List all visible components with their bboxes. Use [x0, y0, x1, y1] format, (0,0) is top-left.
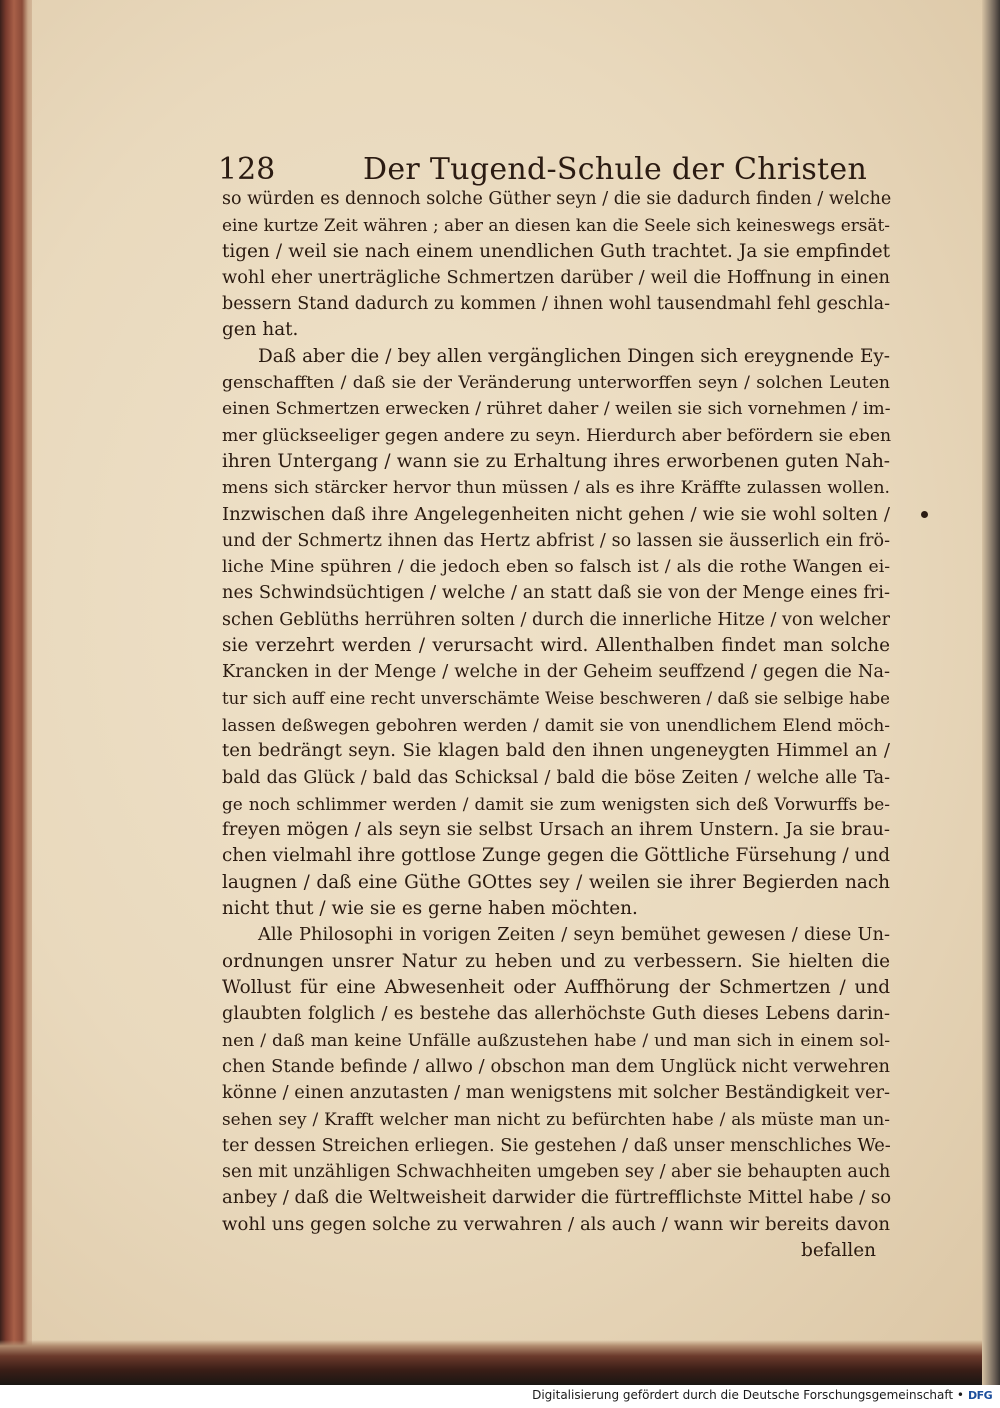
text-line: könne / einen anzutasten / man wenigstens mit solcher Beständigkeit ver- — [222, 1082, 890, 1104]
text-line: wohl eher unerträgliche Schmertzen darüber / weil die Hoffnung in einen — [222, 266, 890, 288]
running-title: Der Tugend-Schule der Christen — [363, 152, 868, 187]
text-line: freyen mögen / als seyn sie selbst Ursach an ihrem Unstern. Ja sie brau- — [222, 819, 890, 841]
facing-page-edge — [982, 0, 1000, 1385]
text-line: ter dessen Streichen erliegen. Sie gestehen / daß unser menschliches We- — [222, 1134, 891, 1156]
text-line: ihren Untergang / wann sie zu Erhaltung ihres erworbenen guten Nah- — [222, 450, 890, 472]
text-line: mer glückseeliger gegen andere zu seyn. Hierdurch aber befördern sie eben — [222, 425, 892, 446]
text-line: wohl uns gegen solche zu verwahren / als auch / wann wir bereits davon — [222, 1213, 890, 1235]
page-edge-bottom — [0, 1340, 1000, 1385]
text-line: mens sich stärcker hervor thun müssen / als es ihre Kräffte zulassen wollen. — [222, 478, 890, 499]
text-line: genschafften / daß sie der Veränderung unterworffen seyn / solchen Leuten — [222, 373, 890, 394]
text-line: laugnen / daß eine Güthe GOttes sey / weilen sie ihrer Begierden nach — [222, 871, 890, 893]
text-line: ge noch schlimmer werden / damit sie zum wenigsten sich deß Vorwurffs be- — [222, 793, 890, 814]
text-line: tigen / weil sie nach einem unendlichen Guth trachtet. Ja sie empfindet — [222, 240, 890, 262]
text-line: bald das Glück / bald das Schicksal / bald die böse Zeiten / welche alle Ta- — [222, 767, 890, 788]
footer-bar — [0, 1385, 1000, 1408]
text-line: sen mit unzähligen Schwachheiten umgeben sey / aber sie behaupten auch — [222, 1161, 891, 1182]
text-line: ten bedrängt seyn. Sie klagen bald den ihnen ungeneygten Himmel an / — [222, 740, 890, 762]
text-line: Krancken in der Menge / welche in der Geheim seuffzend / gegen die Na- — [222, 661, 890, 683]
text-line: und der Schmertz ihnen das Hertz abfrist / so lassen sie äusserlich ein frö- — [222, 530, 890, 551]
text-line: schen Geblüths herrühren solten / durch die innerliche Hitze / von welcher — [222, 609, 890, 630]
text-line: Inzwischen daß ihre Angelegenheiten nicht gehen / wie sie wohl solten / — [222, 503, 890, 525]
text-line: chen Stande befinde / allwo / obschon man dem Unglück nicht verwehren — [222, 1055, 890, 1077]
funding-credit: Digitalisierung gefördert durch die Deutsche Forschungsgemeinschaft • — [532, 1388, 964, 1402]
text-line: bessern Stand dadurch zu kommen / ihnen wohl tausendmahl fehl geschla- — [222, 294, 890, 315]
text-line: eine kurtze Zeit währen ; aber an diesen kan die Seele sich keineswegs ersät- — [222, 215, 890, 236]
text-line: sie verzehrt werden / verursacht wird. Allenthalben findet man solche — [222, 635, 890, 657]
ink-spot — [921, 511, 928, 518]
text-line: sehen sey / Krafft welcher man nicht zu befürchten habe / als müste man un- — [222, 1109, 890, 1130]
text-line: liche Mine spühren / die jedoch eben so falsch ist / als die rothe Wangen ei- — [222, 557, 890, 578]
text-line: glaubten folglich / es bestehe das allerhöchste Guth dieses Lebens darin- — [222, 1003, 890, 1025]
body-text — [222, 186, 890, 1264]
text-line: Daß aber die / bey allen vergänglichen Dingen sich ereygnende Ey- — [258, 345, 890, 367]
text-line: Wollust für eine Abwesenheit oder Auffhörung der Schmertzen / und — [222, 976, 890, 998]
text-line: tur sich auff eine recht unverschämte Weise beschweren / daß sie selbige habe — [222, 688, 890, 708]
text-line: nes Schwindsüchtigen / welche / an statt daß sie von der Menge eines fri- — [222, 582, 890, 604]
text-line: lassen deßwegen gebohren werden / damit sie von unendlichem Elend möch- — [222, 714, 890, 735]
page-number: 128 — [218, 152, 276, 187]
text-line: nen / daß man keine Unfälle außzustehen habe / und man sich in einem sol- — [222, 1030, 890, 1051]
text-line: anbey / daß die Weltweisheit darwider die fürtrefflichste Mittel habe / so — [222, 1187, 892, 1209]
text-line: nicht thut / wie sie es gerne haben möchten. — [222, 898, 638, 920]
text-line: so würden es dennoch solche Güther seyn / die sie dadurch finden / welche — [222, 189, 892, 209]
text-line: ordnungen unsrer Natur zu heben und zu verbessern. Sie hielten die — [222, 950, 890, 972]
text-line: einen Schmertzen erwecken / rühret daher / weilen sie sich vornehmen / im- — [222, 399, 891, 420]
dfg-logo-icon: DFG — [968, 1389, 993, 1402]
text-line: chen vielmahl ihre gottlose Zunge gegen die Göttliche Fürsehung / und — [222, 845, 890, 867]
text-line: Alle Philosophi in vorigen Zeiten / seyn bemühet gewesen / diese Un- — [258, 924, 890, 946]
text-line: befallen — [801, 1239, 876, 1261]
text-line: gen hat. — [222, 319, 299, 341]
